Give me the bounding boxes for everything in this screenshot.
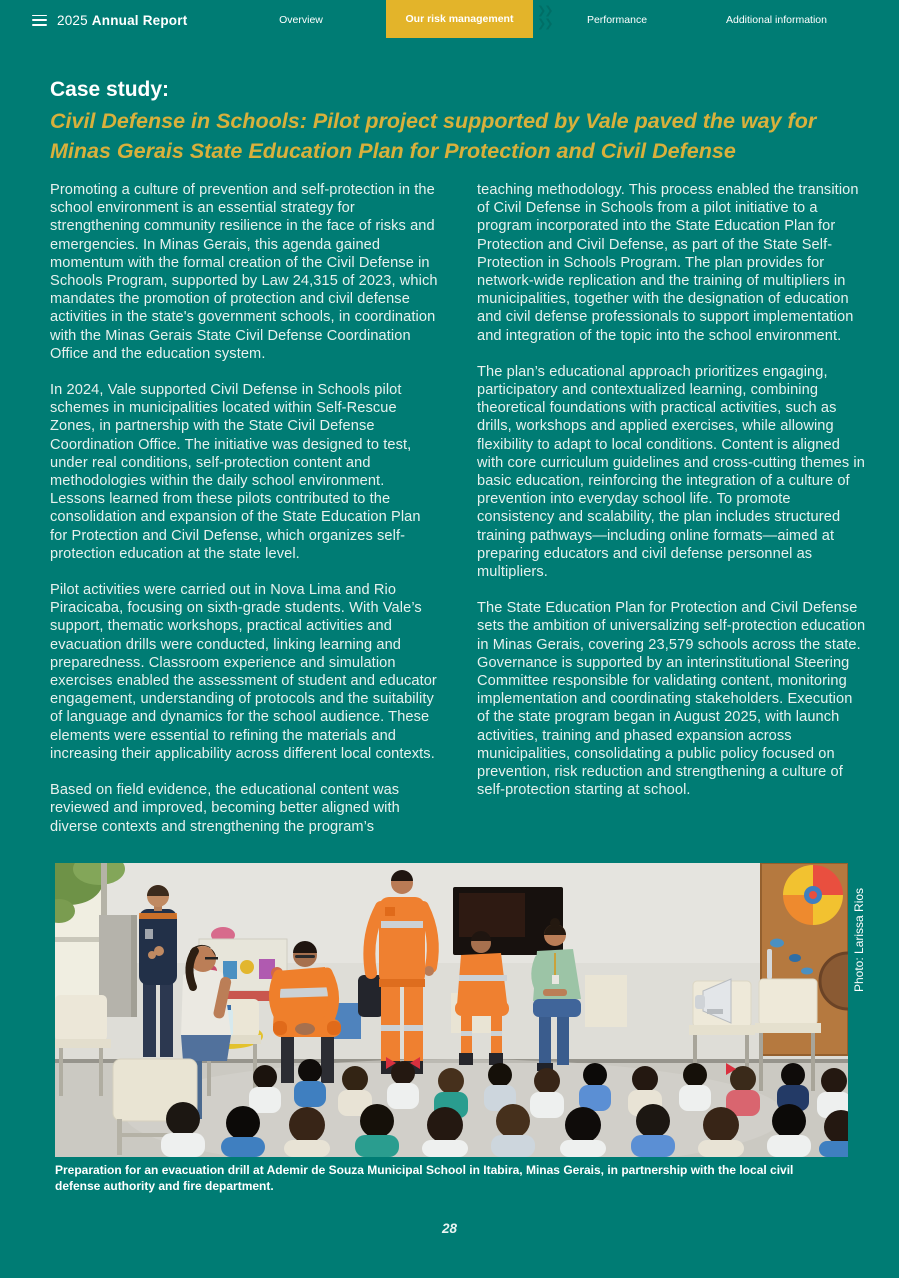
classroom-photo [55,863,848,1157]
photo-credit: Photo: Larissa Rios [852,887,866,992]
page-number: 28 [441,1221,458,1236]
title-line-1: Civil Defense in Schools: Pilot project supported by Vale paved the way for [50,109,817,133]
paragraph: The State Education Plan for Protection and Civil Defense sets the ambition of universalizing self-protection education in Minas Gerais, covering 23,579 schools across the state. Governance is supported by an interinstitutional Steering Committee responsible for validating content, monitoring implementation and coordinating stakeholders. Execution of the state program began in August 2025, with launch activities, training and phased expansion across municipalities, consolidating a public policy focused on prevention, risk reduction and strengthening a culture of self-protection starting at school. [477,600,866,799]
top-nav-bar [0,0,899,40]
article-body [50,181,867,854]
left-column [50,181,440,854]
tv-screen [453,887,563,955]
photo-caption: Preparation for an evacuation drill at Ademir de Souza Municipal School in Itabira, Minas Gerais, in partnership with the local civil defense authority and fire department. [55,1163,794,1193]
classroom-photo-figure [55,863,848,1194]
paragraph: The plan’s educational approach prioritizes engaging, participatory and contextualized learning, combining theoretical foundations with practical activities, such as drills, workshops and applied exercises, while allowing flexibility to adapt to local conditions. Content is aligned with core curriculum guidelines and cross-cutting themes in basic education, reinforcing the integration of a culture of prevention into everyday school life. To promote consistency and scalability, the plan includes structured training pathways—including online formats—aimed at preparing educators and civil defense personnel as multipliers. [477,363,865,581]
paragraph: Based on field evidence, the educational content was reviewed and improved, becoming better aligned with diverse contexts and strengthening the program’s [50,782,400,835]
paper-pinwheel [783,865,843,925]
paragraph: In 2024, Vale supported Civil Defense in Schools pilot schemes in municipalities located within Self-Rescue Zones, in partnership with the State Civil Defense Coordination Office. The initiative was designed to test, under real conditions, self-protection content and methodologies within the daily school environment. Lessons learned from these pilots contributed to the consolidation and expansion of the State Education Plan for Protection and Civil Defense, which organizes self-protection education at the state level. [50,382,421,562]
menu-icon[interactable] [32,15,47,26]
classroom-illustration [55,863,848,1157]
wave-decoration: ❯❯ ❯❯ [537,5,552,30]
report-brand [32,0,187,40]
paragraph: Promoting a culture of prevention and self-protection in the school environment is an essential strategy for strengthening community resilience in the face of risks and emergencies. In Minas Gerais, this agenda gained momentum with the formal creation of the Civil Defense in Schools Program, supported by Law 24,315 of 2023, which mandates the promotion of protection and civil defense activities in the state's government schools, in coordination with the Minas Gerais State Civil Defense Coordination Office and the education system. [50,182,438,362]
title-line-2: Minas Gerais State Education Plan for Protection and Civil Defense [50,139,736,163]
tab-additional-information[interactable]: Additional information [726,14,827,26]
kicker: Case study: [50,78,170,101]
tab-overview[interactable]: Overview [279,14,323,26]
page-title [50,106,862,166]
report-title [57,13,187,28]
right-column [477,181,867,854]
report-name: Annual Report [91,12,188,28]
paragraph: Pilot activities were carried out in Nova Lima and Rio Piracicaba, focusing on sixth-grade students. With Vale’s support, thematic workshops, practical activities and evacuation drills were conducted, linking learning and preparedness. Classroom experience and simulation exercises enabled the assessment of student and educator engagement, understanding of protocols and the suitability of language and dynamics for the school audience. These elements were essential to refining the materials and increasing their applicability across different local contexts. [50,582,437,762]
tab-our-risk-management[interactable]: Our risk management [386,0,533,38]
paragraph: teaching methodology. This process enabled the transition of Civil Defense in Schools from a pilot initiative to a program incorporated into the State Education Plan for Protection and Civil Defense, as part of the State Self-Protection in Schools Program. The plan provides for network-wide replication and the training of multipliers in municipalities, together with the designation of education and civil defense professionals to support implementation and integration of the topic into the school environment. [477,182,859,344]
tab-performance[interactable]: Performance [586,14,648,26]
report-year: 2025 [57,12,88,28]
